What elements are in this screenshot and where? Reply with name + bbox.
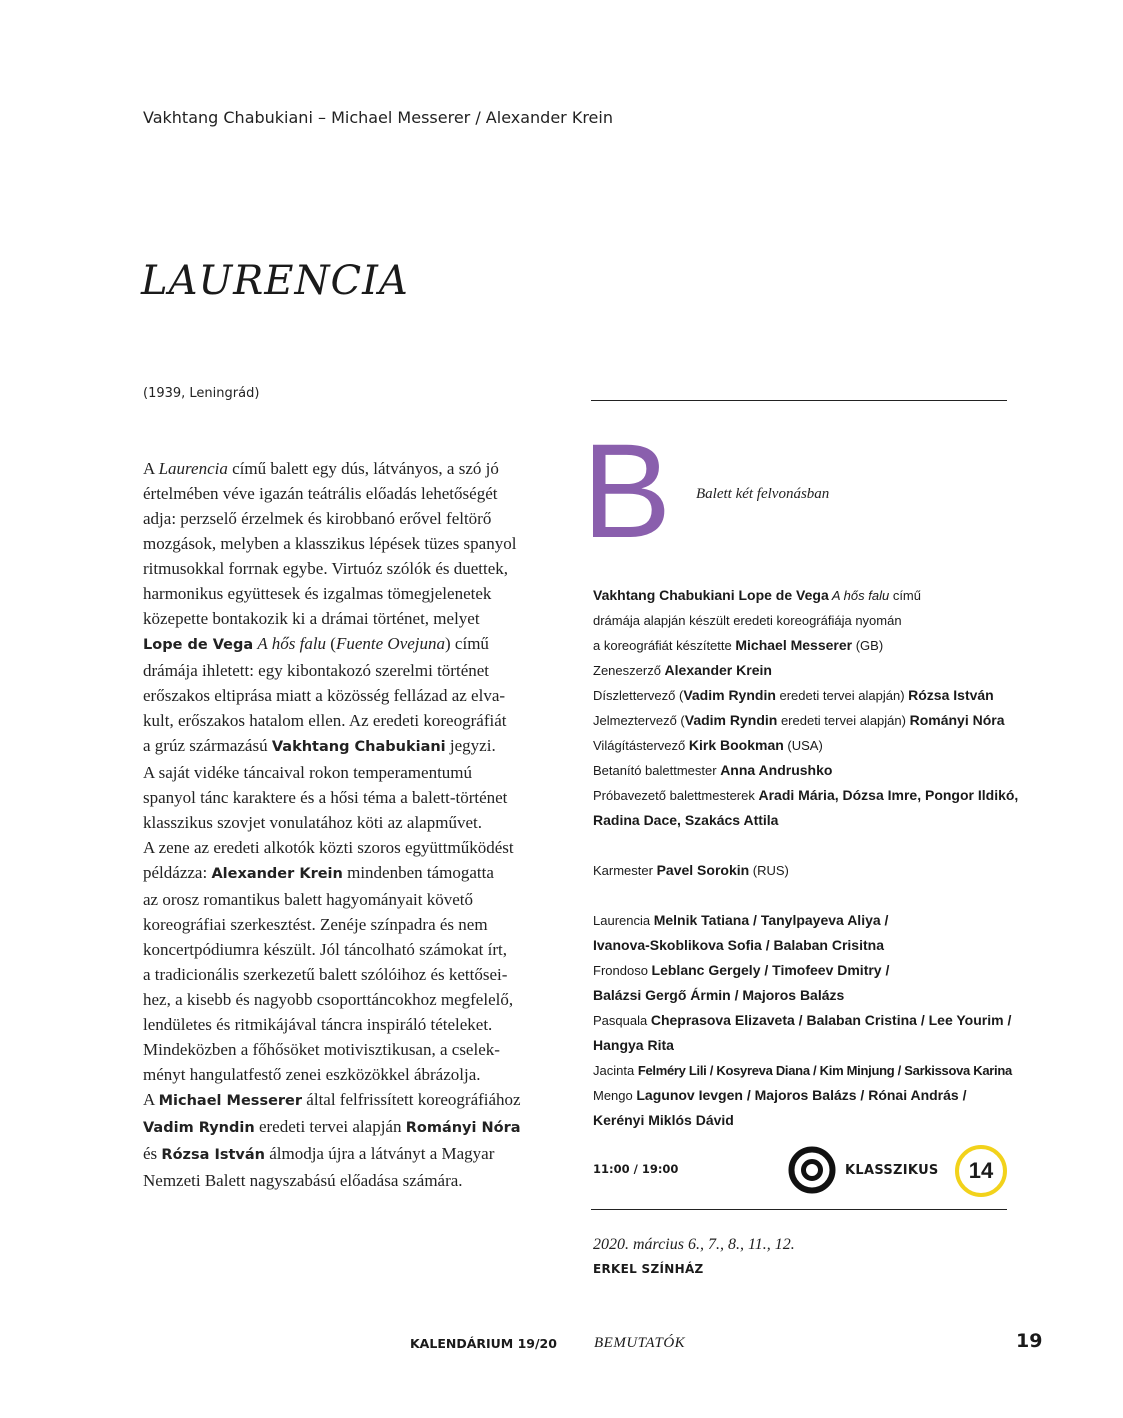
divider-bottom [591,1209,1007,1210]
age-rating-value: 14 [968,1158,994,1183]
page-number: 19 [1016,1330,1043,1352]
age-rating-badge [955,1145,1007,1197]
venue: ERKEL SZÍNHÁZ [593,1262,704,1276]
genre-initial: B [582,417,672,566]
show-times: 11:00 / 19:00 [593,1162,679,1176]
production-credits: Vakhtang Chabukiani Lope de Vega A hős falu című drámája alapján készült eredeti koreográfiája nyomán a koreográfiát készítette Michael Messerer (GB) Zeneszerző Alexander Krein Díszlettervező (Vadim Ryndin eredeti tervei alapján) Rózsa István Jelmeztervező (Vadim Ryndin eredeti tervei alapján) Rományi Nóra Világítástervező Kirk Bookman (USA) Betanító balettmester Anna Andrushko Próbavezető balettmesterek Aradi Mária, Dózsa Imre, Pongor Ildikó, Radina Dace, Szakács Attila Karmester Pavel Sorokin (RUS) Laurencia Melnik Tatiana / Tanylpayeva Aliya / Ivanova-Skoblikova Sofia / Balaban Crisitna Frondoso Leblanc Gergely / Timofeev Dmitry / Balázsi Gergő Ármin / Majoros Balázs Pasquala Cheprasova Elizaveta / Balaban Cristina / Lee Yourim / Hangya Rita Jacinta Felméry Lili / Kosyreva Diana / Kim Minjung / Sarkissova Karina Mengo Lagunov Ievgen / Majoros Balázs / Rónai András / Kerényi Miklós Dávid [593,587,1019,1128]
header-credits: Vakhtang Chabukiani – Michael Messerer / Alexander Krein [143,108,613,127]
footer-section: BEMUTATÓK [594,1335,686,1351]
page-title: LAURENCIA [141,258,409,304]
divider-top [591,400,1007,401]
performance-dates: 2020. március 6., 7., 8., 11., 12. [593,1236,795,1253]
article-body: A Laurencia című balett egy dús, látványos, a szó jó értelmében véve igazán teátrális előadás lehetőségét adja: perzselő érzelmek és kirobbanó erővel feltörő mozgások, melyben a klasszikus lépések tüzes spanyol ritmusokkal forrnak egybe. Virtuóz szólók és duettek, harmonikus együttesek és izgalmas tömegjelenetek közepette bontakozik ki a drámai történet, melyet Lope de Vega A hős falu (Fuente Ovejuna) című drámája ihletett: egy kibontakozó szerelmi történet erőszakos eltiprása miatt a közösség fellázad az elva- kult, erőszakos hatalom ellen. Az eredeti koreográfiát a grúz származású Vakhtang Chabukiani jegyzi. A saját vidéke táncaival rokon temperamentumú spanyol tánc karaktere és a hősi téma a balett-történet klasszikus szovjet vonulatához köti az alapművet. A zene az eredeti alkotók közti szoros együttműködést példázza: Alexander Krein mindenben támogatta az orosz romantikus balett hagyományait követő koreográfiai szerkesztést. Zenéje színpadra és nem koncertpódiumra készült. Jól táncolható számokat írt, a tradicionális szerkezetű balett szólóihoz és kettősei- hez, a kisebb és nagyobb csoporttáncokhoz megfelelő, lendületes és ritmikájával táncra inspiráló tételeket. Mindeközben a főhősöket motivisztikusan, a cselek- ményt hangulatfestő zenei eszközökkel ábrázolja. A Michael Messerer által felfrissített koreográfiához Vadim Ryndin eredeti tervei alapján Rományi Nóra és Rózsa István álmodja újra a látványt a Magyar Nemzeti Balett nagyszabású előadása számára. [143,459,521,1190]
genre-subtitle: Balett két felvonásban [696,486,830,502]
target-icon [788,1146,836,1194]
premiere-year-place: (1939, Leningrád) [143,386,260,401]
footer-publication: KALENDÁRIUM 19/20 [410,1336,557,1351]
category-label: KLASSZIKUS [845,1163,939,1178]
